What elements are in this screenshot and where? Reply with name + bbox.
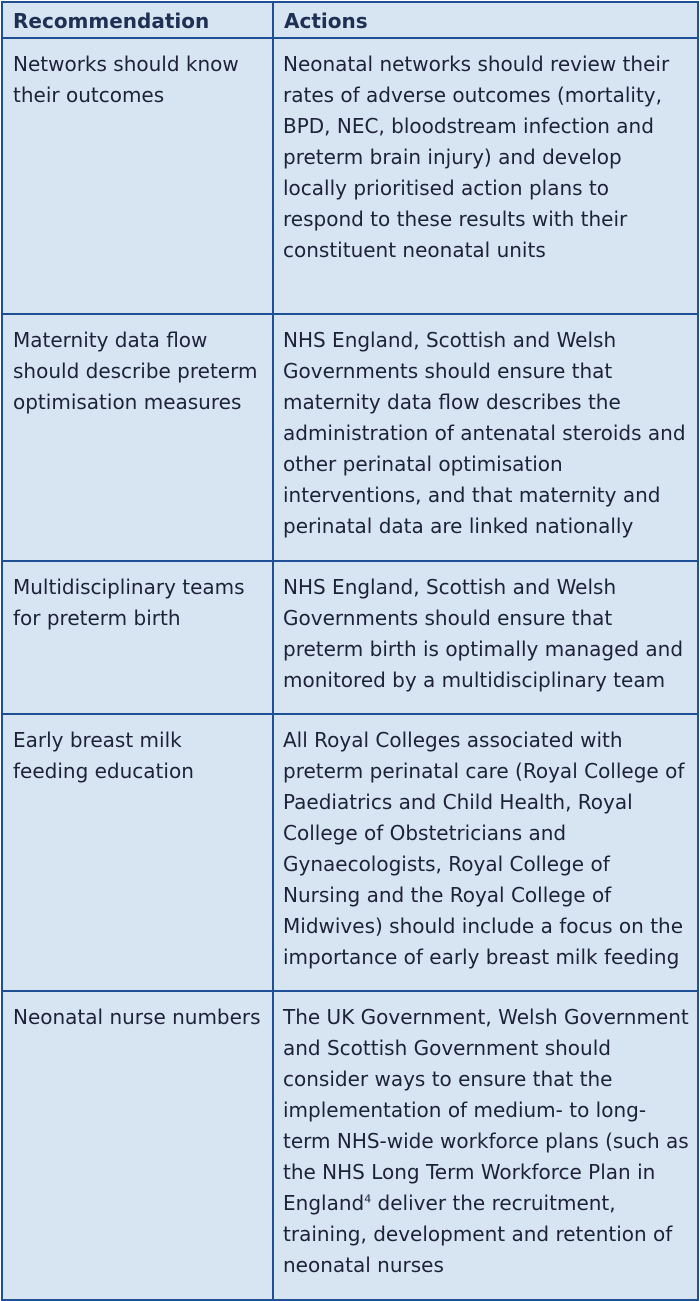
actions-text-part: deliver the recruitment, training, development and retention of neonatal nurses: [283, 1191, 673, 1277]
footnote-reference: 4: [364, 1192, 372, 1206]
recommendation-cell: [2, 561, 273, 714]
table-header: [2, 2, 698, 38]
table-row: [2, 38, 698, 314]
actions-text: All Royal Colleges associated with preterm perinatal care (Royal College of Paediatrics and Child Health, Royal College of Obstetricians and Gynaecologists, Royal College of Nursing and the Royal College of Midwives) should include a focus on the importance of early breast milk feeding: [283, 728, 685, 969]
recommendation-text: Maternity data flow should describe preterm optimisation measures: [13, 328, 258, 414]
recommendations-table-wrapper: [1, 1, 699, 1301]
recommendation-text: Neonatal nurse numbers: [13, 1005, 261, 1029]
actions-cell: [273, 991, 698, 1300]
recommendations-table: [1, 1, 699, 1301]
recommendation-cell: [2, 991, 273, 1300]
recommendation-cell: [2, 38, 273, 314]
recommendation-cell: [2, 314, 273, 561]
table-row: [2, 314, 698, 561]
actions-text: NHS England, Scottish and Welsh Governments should ensure that preterm birth is optimally managed and monitored by a multidisciplinary team: [283, 575, 684, 692]
actions-cell: [273, 714, 698, 991]
header-row: [2, 2, 698, 38]
table-row: [2, 991, 698, 1300]
header-recommendation: Recommendation: [2, 2, 273, 38]
actions-cell: [273, 561, 698, 714]
actions-text-part: The UK Government, Welsh Government and Scottish Government should consider ways to ensure that the implementation of medium- to long-term NHS-wide workforce plans (such as the NHS Long Term Workforce Plan in England: [283, 1005, 689, 1215]
actions-text: Neonatal networks should review their rates of adverse outcomes (mortality, BPD, NEC, bloodstream infection and preterm brain injury) and develop locally prioritised action plans to respond to these results with their constituent neonatal units: [283, 52, 670, 262]
table-row: [2, 714, 698, 991]
table-row: [2, 561, 698, 714]
recommendation-text: Multidisciplinary teams for preterm birth: [13, 575, 245, 630]
actions-cell: [273, 38, 698, 314]
actions-text: NHS England, Scottish and Welsh Governments should ensure that maternity data flow describes the administration of antenatal steroids and other perinatal optimisation interventions, and that maternity and perinatal data are linked nationally: [283, 328, 686, 538]
actions-cell: [273, 314, 698, 561]
recommendation-text: Early breast milk feeding education: [13, 728, 194, 783]
header-actions: Actions: [273, 2, 698, 38]
actions-text: [283, 1005, 689, 1277]
table-body: [2, 38, 698, 1300]
recommendation-cell: [2, 714, 273, 991]
recommendation-text: Networks should know their outcomes: [13, 52, 239, 107]
